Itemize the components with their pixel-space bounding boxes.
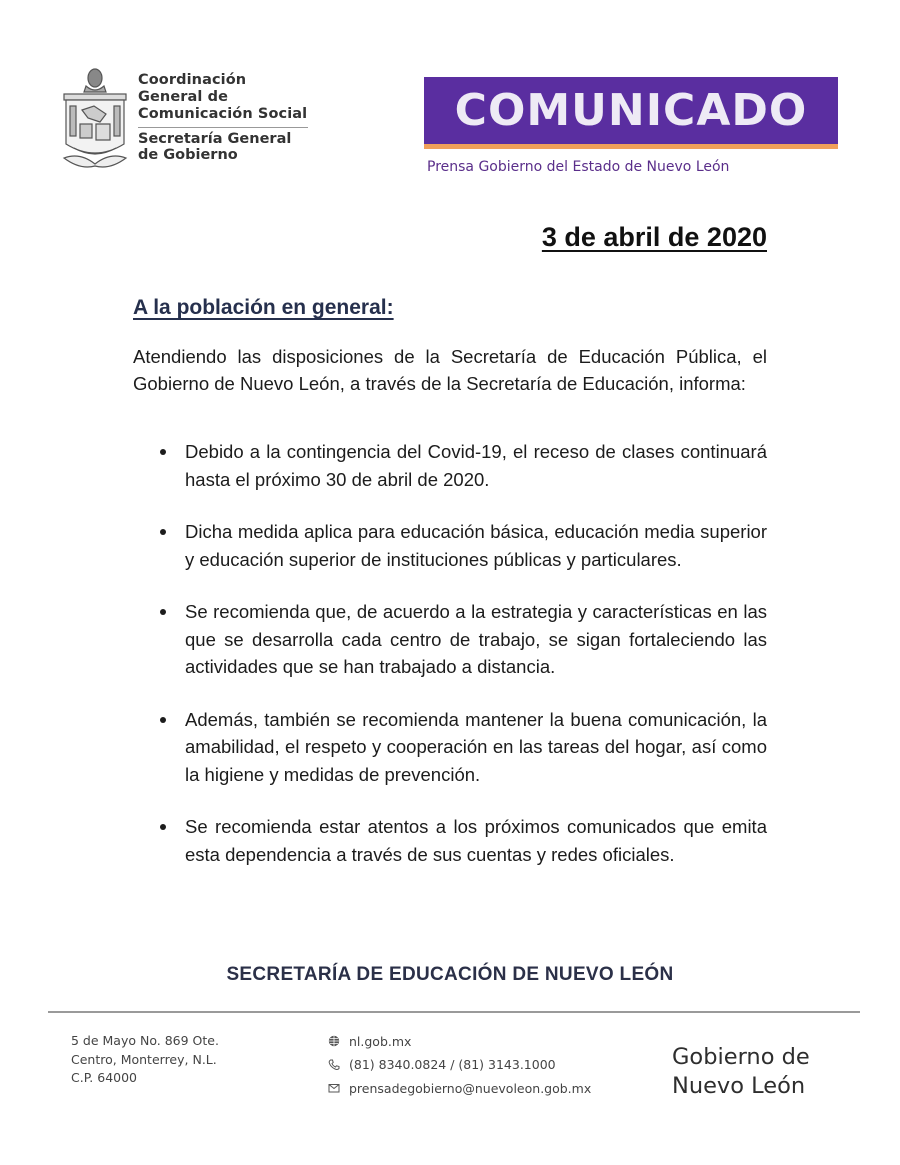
contact-text: nl.gob.mx: [349, 1033, 412, 1049]
logo-line: Secretaría General: [138, 131, 292, 147]
bullet-icon: [160, 824, 166, 830]
wordmark-line: Nuevo León: [672, 1073, 806, 1099]
signature-text: SECRETARÍA DE EDUCACIÓN DE NUEVO LEÓN: [226, 964, 674, 985]
bullet-icon: [160, 717, 166, 723]
logo-line: Coordinación: [138, 72, 247, 88]
list-item: [160, 813, 767, 868]
contact-website[interactable]: [328, 1030, 591, 1052]
contact-text: (81) 8340.0824 / (81) 3143.1000: [349, 1057, 556, 1072]
footer-divider: [48, 1011, 860, 1013]
comunicado-banner: [424, 77, 838, 144]
contact-text: prensadegobierno@nuevoleon.gob.mx: [349, 1080, 592, 1096]
state-crest-logo: [60, 66, 130, 174]
list-item-text: Se recomienda que, de acuerdo a la estrategia y características en las que se desarrolla cada centro de trabajo, se sigan fortaleciendo las actividades que se han trabajado a distancia.: [185, 601, 767, 677]
envelope-icon: [328, 1082, 340, 1094]
logo-line: General de: [138, 89, 229, 105]
address-line: 5 de Mayo No. 869 Ote.: [71, 1033, 219, 1048]
wordmark-line: Gobierno de: [672, 1044, 810, 1070]
government-wordmark: [672, 1043, 810, 1101]
bullet-icon: [160, 609, 166, 615]
signature-line: [0, 964, 900, 986]
announcement-list: [160, 438, 767, 868]
contact-phone[interactable]: [328, 1054, 591, 1076]
document-date: 3 de abril de 2020: [541, 222, 767, 252]
banner-title: COMUNICADO: [454, 85, 808, 136]
list-item: [160, 438, 767, 493]
list-item: [160, 518, 767, 573]
globe-icon: [328, 1035, 340, 1047]
list-item: [160, 706, 767, 789]
banner-accent-stripe: [424, 144, 838, 149]
list-item-text: Debido a la contingencia del Covid-19, el receso de clases continuará hasta el próximo 30 de abril de 2020.: [185, 441, 767, 490]
phone-icon: [328, 1059, 340, 1071]
footer-contacts: [328, 1030, 591, 1101]
list-item-text: Se recomienda estar atentos a los próximos comunicados que emita esta dependencia a través de sus cuentas y redes oficiales.: [185, 816, 767, 865]
list-item-text: Dicha medida aplica para educación básica, educación media superior y educación superior de instituciones públicas y particulares.: [185, 521, 767, 570]
address-line: C.P. 64000: [71, 1070, 138, 1085]
agency-logo-text: [138, 72, 310, 163]
footer-address: [71, 1032, 219, 1088]
contact-email[interactable]: [328, 1077, 591, 1099]
logo-line: Comunicación Social: [138, 106, 308, 122]
list-item: [160, 598, 767, 681]
banner-subtitle: Prensa Gobierno del Estado de Nuevo León: [427, 159, 730, 175]
logo-line: de Gobierno: [138, 147, 238, 163]
address-line: Centro, Monterrey, N.L.: [71, 1051, 217, 1067]
list-item-text: Además, también se recomienda mantener la buena comunicación, la amabilidad, el respeto y cooperación en las tareas del hogar, así como la higiene y medidas de prevención.: [185, 708, 767, 785]
intro-paragraph: Atendiendo las disposiciones de la Secretaría de Educación Pública, el Gobierno de Nuevo León, a través de la Secretaría de Educación, informa:: [133, 346, 767, 394]
salutation-heading: A la población en general:: [133, 296, 394, 319]
bullet-icon: [160, 449, 166, 455]
logo-divider: [138, 127, 308, 128]
bullet-icon: [160, 529, 166, 535]
